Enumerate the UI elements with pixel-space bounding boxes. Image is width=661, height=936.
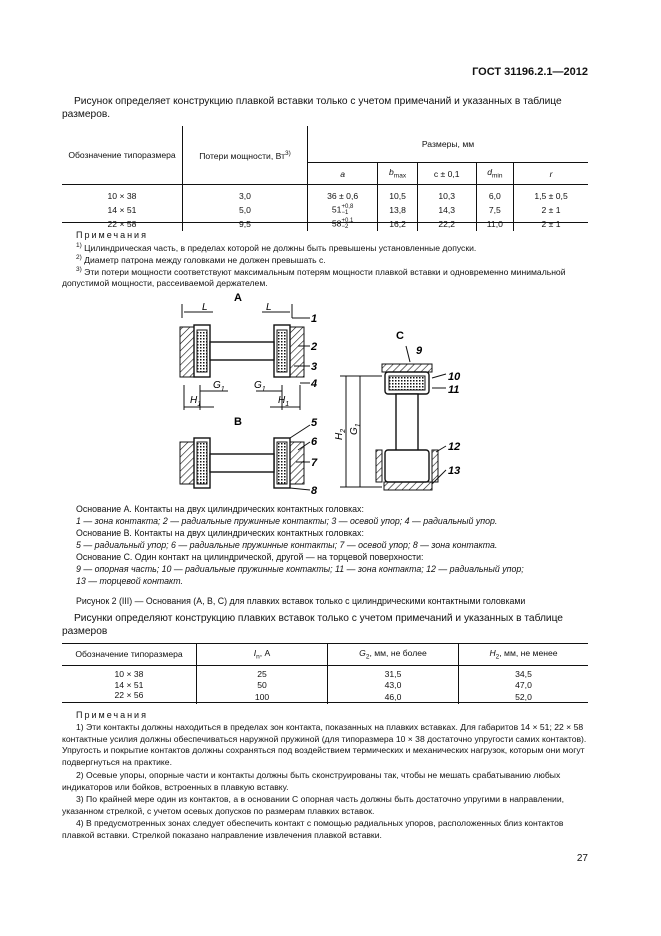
svg-text:11: 11 <box>448 384 460 396</box>
svg-text:2: 2 <box>311 341 318 353</box>
legend-b-items: 5 — радиальный упор; 6 — радиальные пружинные контакты; 7 — осевой упор; 8 — зона контакта. <box>76 540 498 550</box>
table-row: 22 × 58 9,5 58+0,1 −2 16,2 22,2 11,0 2 ± 1 <box>62 217 588 231</box>
legend-c-items-1: 9 — опорная часть; 10 — радиальные пружинные контакты; 11 — зона контакта; 12 — радиальный упор; <box>76 564 524 574</box>
legend-a-title: Основание А. Контакты на двух цилиндрических контактных головках: <box>76 504 364 514</box>
note-3: $^{3)}$ Эти потери мощности соответствуют максимальным потерям мощности плавкой вставки и одновременно минимальной допустимой мощности, рассеиваемой держателем. <box>62 266 566 289</box>
table-row: 10 × 38 25 31,5 34,5 <box>62 666 588 680</box>
table-row: 14 × 51 50 43,0 47,0 <box>62 680 588 691</box>
figure-label-b: B <box>234 416 242 428</box>
table-row: 14 × 51 5,0 51+0,8 −1 13,8 14,3 7,5 2 ± 1 <box>62 203 588 217</box>
svg-text:4: 4 <box>311 378 318 390</box>
table-row: 22 × 56 100 46,0 52,0 <box>62 690 588 704</box>
svg-text:10: 10 <box>448 371 461 383</box>
t1-col-size: Обозначение типоразмера <box>62 126 183 185</box>
t2-col-h2: $H_2$, мм, не менее <box>459 643 589 666</box>
t1-bottom-rule <box>62 222 588 223</box>
note2-3: 3) По крайней мере один из контактов, а в основании С опорная часть должны быть достаточно упругими в направлении, указанном стрелкой, с учетом осевых допусков по размерам плавких вставок. <box>62 794 565 816</box>
dim-h2: $H_2$ <box>334 428 347 440</box>
svg-text:1: 1 <box>311 313 318 325</box>
dim-h1-left: $H_1$ <box>190 395 202 408</box>
notes-title-2: Примечания <box>76 710 148 720</box>
dim-g1-right: $G_1$ <box>254 380 266 393</box>
t2-bottom-rule <box>62 702 588 703</box>
dimensions-table <box>62 126 588 231</box>
t2-top-rule <box>62 643 588 644</box>
legend-c-title: Основание С. Один контакт на цилиндрической, другой — на торцевой поверхности: <box>76 552 424 562</box>
t1-col-c: c ± 0,1 <box>417 163 476 185</box>
note2-2: 2) Осевые упоры, опорные части и контакты должны быть сконструированы так, чтобы не мешать срабатыванию любых индикаторов или бойков, встроенных в плавкую вставку. <box>62 770 561 792</box>
svg-text:7: 7 <box>311 457 318 469</box>
dim-h1-right: $H_1$ <box>278 395 290 408</box>
svg-text:3: 3 <box>311 361 318 373</box>
figure-label-a: A <box>234 292 242 304</box>
t2-col-in: $I_n$, А <box>197 643 328 666</box>
page-number: 27 <box>576 853 588 864</box>
dim-g1-c: $G_1$ <box>349 423 362 435</box>
figure-caption: Рисунок 2 (III) — Основания (A, B, C) для плавких вставок только с цилиндрическими контактными головками <box>76 596 526 606</box>
intro-paragraph-2: Рисунки определяют конструкцию плавких вставок только с учетом примечаний и указанных в таблице размеров <box>62 613 563 637</box>
t1-col-loss: Потери мощности, $Вт^{3)}$ <box>183 126 308 185</box>
dim-g1-left: $G_1$ <box>213 380 225 393</box>
contact-bases-figure <box>170 290 490 500</box>
dim-l-left: L <box>202 302 208 313</box>
t1-col-group: Размеры, мм <box>308 126 589 163</box>
standard-number: ГОСТ 31196.2.1—2012 <box>472 66 588 78</box>
svg-text:8: 8 <box>311 485 318 497</box>
svg-text:6: 6 <box>311 436 318 448</box>
svg-text:9: 9 <box>416 345 423 357</box>
figure-label-c: C <box>396 330 404 342</box>
dim-l-right: L <box>266 302 272 313</box>
rated-current-table <box>62 643 588 704</box>
t2-col-g2: $G_2$, мм, не более <box>328 643 459 666</box>
t1-col-b: $b_{max}$ <box>378 163 418 185</box>
note2-4: 4) В предусмотренных зонах следует обеспечить контакт с помощью радиальных упоров, расположенных близ контактов плавкой вставки. Стрелкой показано направление извлечения плавкой вставки. <box>62 818 564 840</box>
notes-title-1: Примечания <box>76 230 148 240</box>
t1-col-r: r <box>514 163 588 185</box>
legend-a-items: 1 — зона контакта; 2 — радиальные пружинные контакты; 3 — осевой упор; 4 — радиальный упор. <box>76 516 498 526</box>
svg-text:13: 13 <box>448 465 461 477</box>
legend-c-items-2: 13 — торцевой контакт. <box>76 576 183 586</box>
svg-text:5: 5 <box>311 417 318 429</box>
note-2: $^{2)}$ Диаметр патрона между головками не должен превышать c. <box>76 254 326 265</box>
legend-b-title: Основание В. Контакты на двух цилиндрических контактных головках: <box>76 528 364 538</box>
t1-col-a: a <box>308 163 378 185</box>
table-row: 10 × 38 3,0 36 ± 0,6 10,5 10,3 6,0 1,5 ± 0,5 <box>62 185 588 204</box>
t1-col-d: $d_{min}$ <box>476 163 514 185</box>
note2-1: 1) Эти контакты должны находиться в пределах зон контакта, показанных на плавких вставках. Для габаритов 14 × 51; 22 × 58 контактные усилия должны обеспечиваться наружной пружиной (для типоразмера 10 × 38 достаточно упругости самих контактов). Упругость и покрытие контактов должны сохраняться под воздействием термических и механических нагрузок, которым они могут подвергнуться на практике. <box>62 722 587 767</box>
intro-paragraph-1: Рисунок определяет конструкцию плавкой вставки только с учетом примечаний и указанных в таблице размеров. <box>62 96 562 120</box>
note-1: $^{1)}$ Цилиндрическая часть, в пределах которой не должны быть превышены установленные допуски. <box>76 242 477 253</box>
svg-text:12: 12 <box>448 441 461 453</box>
t2-col-size: Обозначение типоразмера <box>62 643 197 666</box>
